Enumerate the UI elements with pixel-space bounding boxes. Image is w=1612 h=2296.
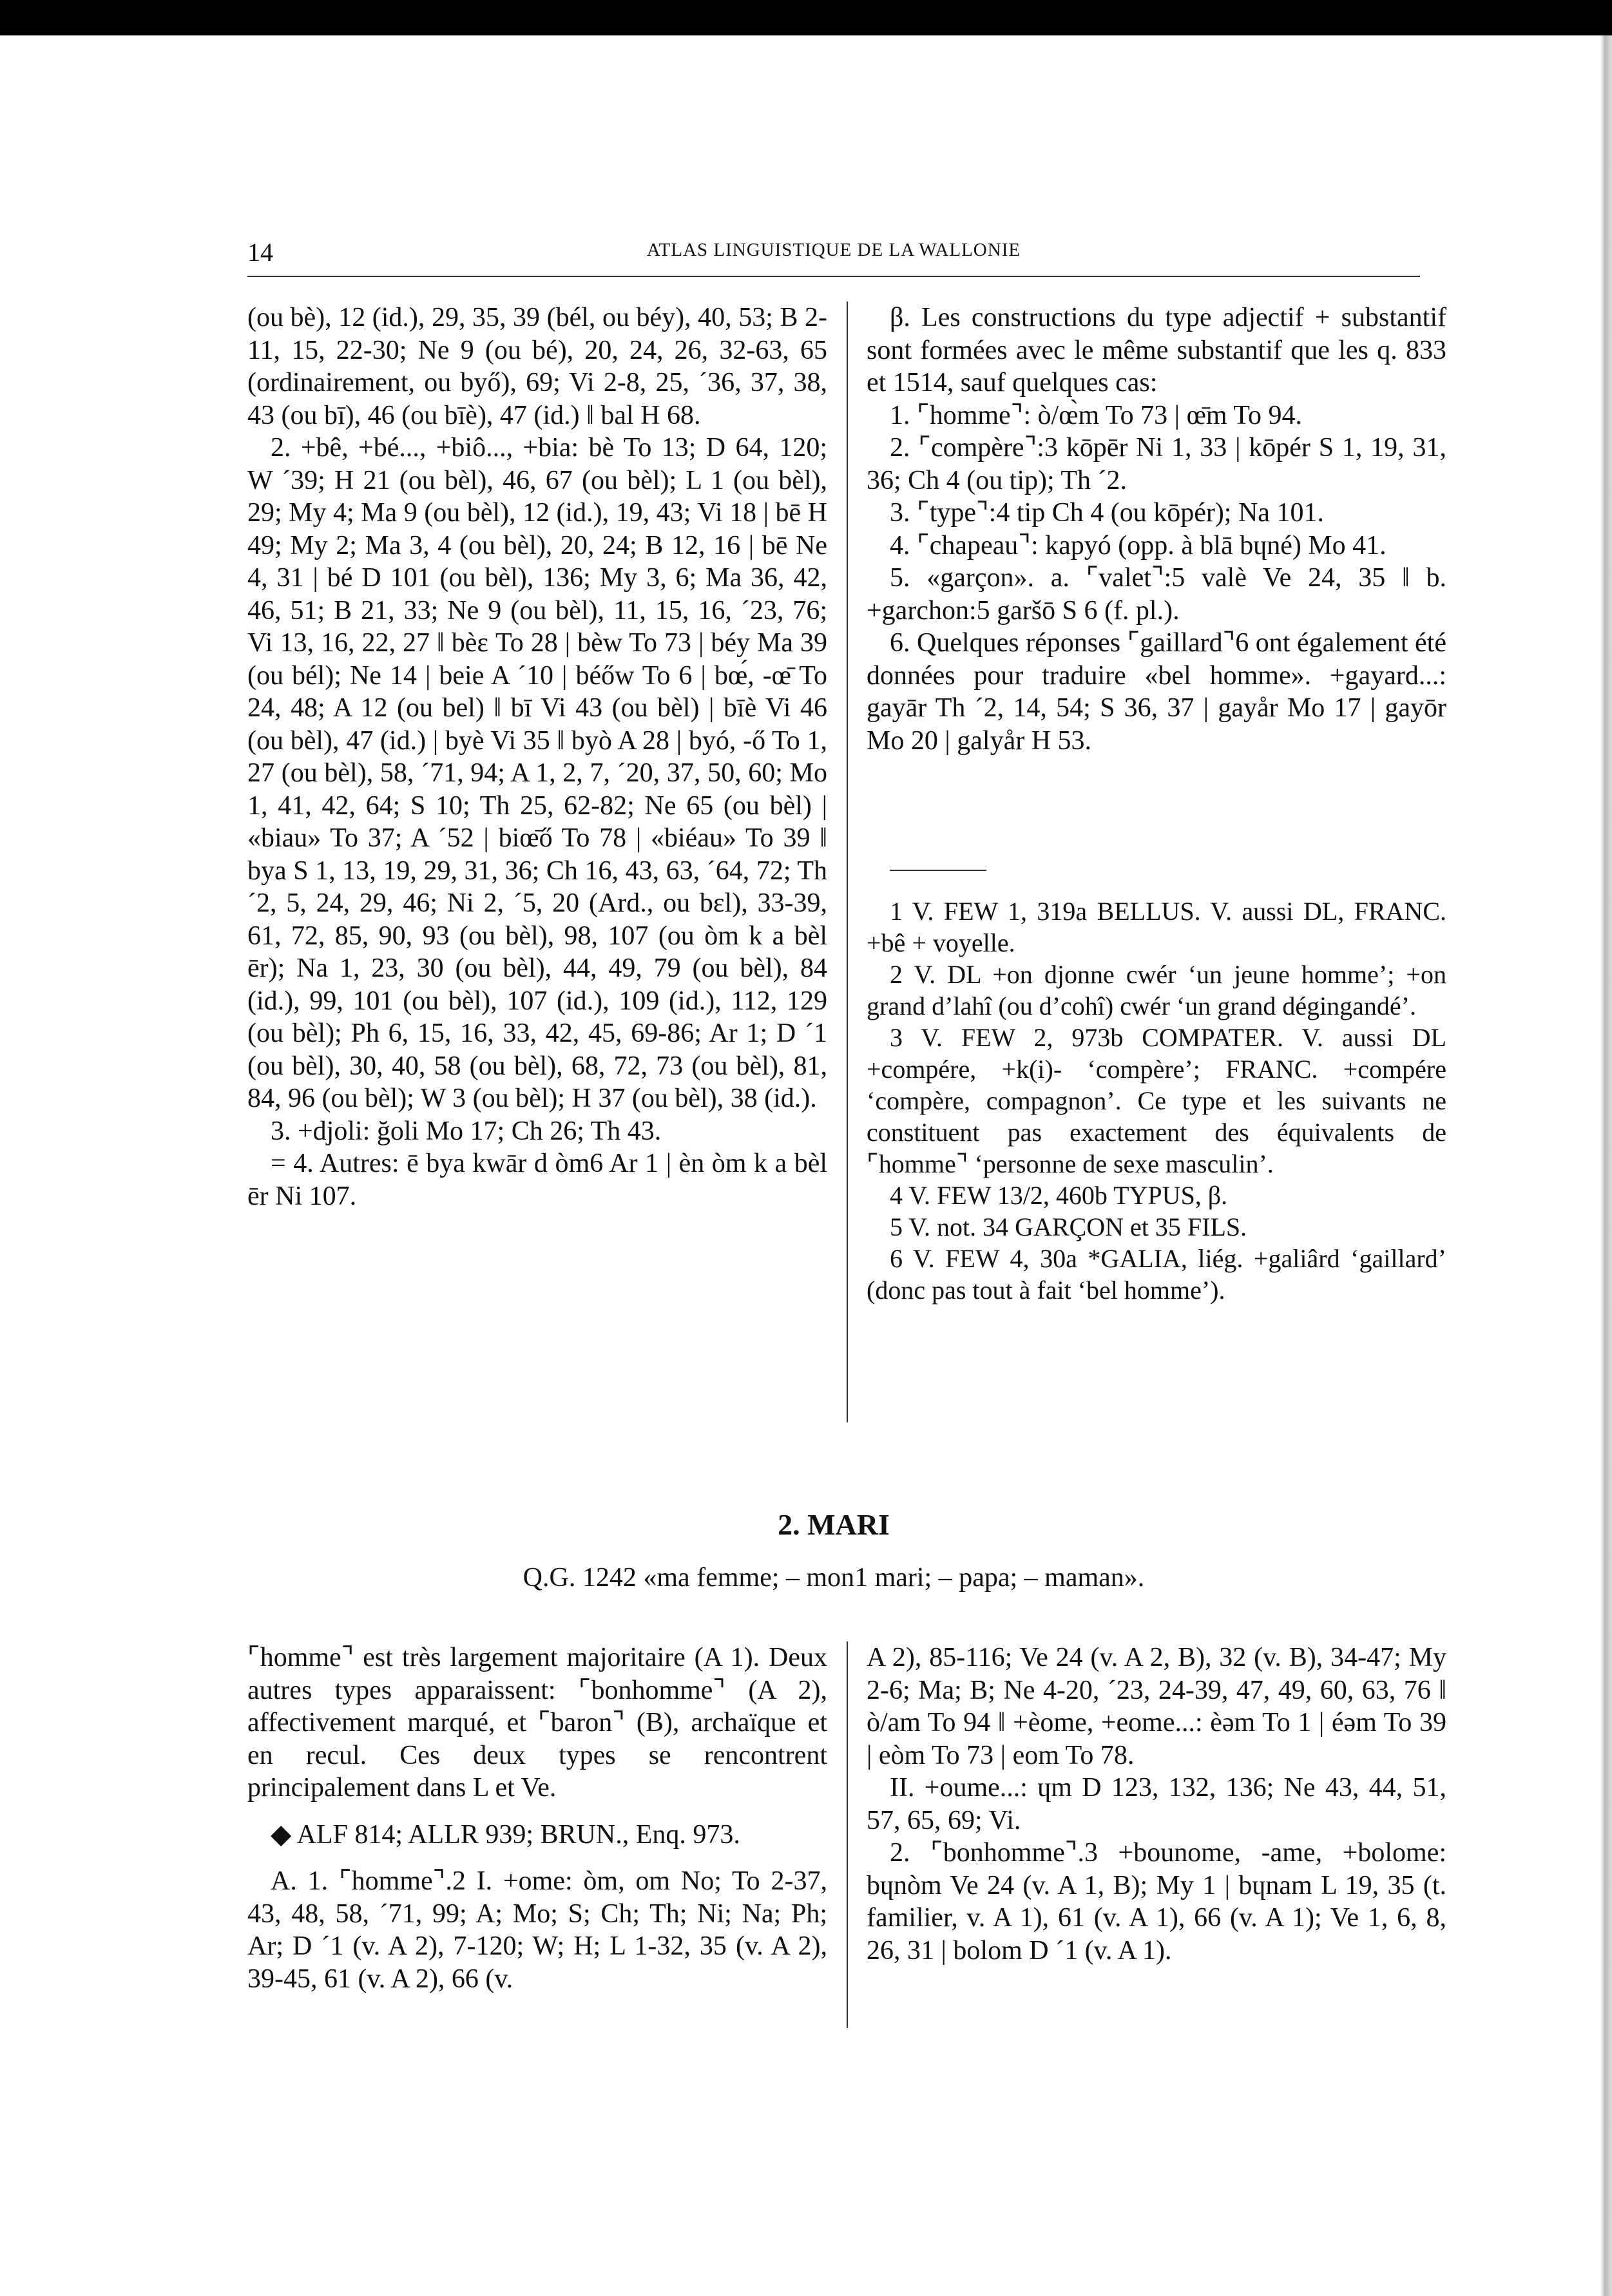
paragraph: II. +oume...: ɥm D 123, 132, 136; Ne 43, 44, 51, 57, 65, 69; Vi. — [867, 1773, 1446, 1835]
paragraph: A. 1. ⌜homme⌝.2 I. +ome: òm, om No; To 2-37, 43, 48, 58, ´71, 99; A; Mo; S; Ch; Th; Ni; Na; Ph; Ar; D ´1 (v. A 2), 7-120; W; H; L 1-32, 35 (v. A 2), 39-45, 61 (v. A 2), 66 (v. — [247, 1866, 827, 1994]
footnote: 2 V. DL +on djonne cwér ‘un jeune homme’; +on grand d’lahî (ou d’cohî) cwér ‘un grand dégingandé’. — [867, 960, 1446, 1020]
paragraph: 6. Quelques réponses ⌜gaillard⌝6 ont également été données pour traduire «bel homme». +gayard...: gayār Th ´2, 14, 54; S 36, 37 | gayår Mo 17 | gayōr Mo 20 | galyår H 53. — [867, 628, 1446, 756]
paragraph: 1. ⌜homme⌝: ò/œ̀m To 73 | œ̄m To 94. — [890, 400, 1303, 430]
footnote-rule — [890, 870, 986, 871]
column-left-bottom — [247, 1641, 827, 1995]
paragraph: 4. ⌜chapeau⌝: kapyó (opp. à blā bɥné) Mo 41. — [890, 530, 1387, 560]
section-title: 2. MARI — [778, 1508, 890, 1541]
scan-right-edge — [1600, 35, 1612, 2296]
footnote: 3 V. FEW 2, 973b COMPATER. V. aussi DL +compére, +k(i)- ‘compère’; FRANC. +compére ‘compère, compagnon’. Ce type et les suivants ne constituent pas exactement des équivalents de ⌜homme⌝ ‘personne de sexe masculin’. — [867, 1023, 1446, 1178]
paragraph: 3. +djoli: ğoli Mo 17; Ch 26; Th 43. — [271, 1116, 662, 1146]
paragraph: (ou bè), 12 (id.), 29, 35, 39 (bél, ou béy), 40, 53; B 2-11, 15, 22-30; Ne 9 (ou bé), 20, 24, 26, 32-63, 65 (ordinairement, ou byő), 69; Vi 2-8, 25, ´36, 37, 38, 43 (ou bī), 46 (ou bīè), 47 (id.) ‖ bal H 68. — [247, 303, 827, 430]
footnotes — [867, 895, 1446, 1306]
paragraph: ⌜homme⌝ est très largement majoritaire (A 1). Deux autres types apparaissent: ⌜bonhomme⌝ (A 2), affectivement marqué, et ⌜baron⌝ (B), archaïque et en recul. Ces deux types se rencontrent principalement dans L et Ve. — [247, 1643, 827, 1803]
section-subtitle: Q.G. 1242 «ma femme; – mon1 mari; – papa; – maman». — [523, 1563, 1145, 1593]
footnote: 4 V. FEW 13/2, 460b TYPUS, β. — [890, 1181, 1228, 1210]
paragraph: 5. «garçon». a. ⌜valet⌝:5 valè Ve 24, 35 ‖ b. +garchon:5 garšō S 6 (f. pl.). — [867, 563, 1446, 626]
paragraph: = 4. Autres: ē bya kwār d òm6 Ar 1 | èn òm k a bèl ēr Ni 107. — [247, 1149, 827, 1211]
footnote: 1 V. FEW 1, 319a BELLUS. V. aussi DL, FRANC. +bê + voyelle. — [867, 897, 1446, 957]
column-separator — [847, 301, 848, 1422]
running-head: ATLAS LINGUISTIQUE DE LA WALLONIE — [646, 240, 1021, 260]
paragraph: β. Les constructions du type adjectif + substantif sont formées avec le même substantif que les q. 833 et 1514, sauf quelques cas: — [867, 303, 1446, 397]
paragraph: ◆ ALF 814; ALLR 939; BRUN., Enq. 973. — [271, 1819, 740, 1850]
paragraph: 2. ⌜bonhomme⌝.3 +bounome, -ame, +bolome: bɥnòm Ve 24 (v. A 1, B); My 1 | bɥnam L 19, 35 (t. familier, v. A 1), 61 (v. A 1), 66 (v. A 1); Ve 1, 6, 8, 26, 31 | bolom D ´1 (v. A 1). — [867, 1838, 1446, 1966]
column-right-bottom — [867, 1641, 1446, 1967]
paragraph: 3. ⌜type⌝:4 tip Ch 4 (ou kōpér); Na 101. — [890, 498, 1324, 528]
page-header — [247, 237, 1420, 271]
column-left-top — [247, 301, 827, 1212]
page-number: 14 — [247, 238, 273, 267]
paragraph: 2. ⌜compère⌝:3 kōpēr Ni 1, 33 | kōpér S 1, 19, 31, 36; Ch 4 (ou tip); Th ´2. — [867, 433, 1446, 495]
paragraph: 2. +bê, +bé..., +biô..., +bia: bè To 13; D 64, 120; W ´39; H 21 (ou bèl), 46, 67 (ou bèl); L 1 (ou bèl), 29; My 4; Ma 9 (ou bèl), 12 (id.), 19, 43; Vi 18 | bē H 49; My 2; Ma 3, 4 (ou bèl), 20, 24; B 12, 16 | bē Ne 4, 31 | bé D 101 (ou bèl), 136; My 3, 6; Ma 36, 42, 46, 51; B 21, 33; Ne 9 (ou bèl), 11, 15, 16, ´23, 76; Vi 13, 16, 22, 27 ‖ bèε To 28 | bèw To 73 | béy Ma 39 (ou bél); Ne 14 | beie A ´10 | béőw To 6 | bœ́, -œ̄ To 24, 48; A 12 (ou bel) ‖ bī Vi 43 (ou bèl) | bīè Vi 46 (ou bèl), 47 (id.) | byè Vi 35 ‖ byò A 28 | byó, -ő To 1, 27 (ou bèl), 58, ´71, 94; A 1, 2, 7, ´20, 37, 50, 60; Mo 1, 41, 42, 64; S 10; Th 25, 62-82; Ne 65 (ou bèl) | «biau» To 37; A ´52 | biœ̄ő To 78 | «biéau» To 39 ‖ bya S 1, 13, 19, 29, 31, 36; Ch 16, 43, 63, ´64, 72; Th ´2, 5, 24, 29, 46; Ni 2, ´5, 20 (Ard., ou bεl), 33-39, 61, 72, 85, 90, 93 (ou bèl), 98, 107 (ou òm k a bèl ēr); Na 1, 23, 30 (ou bèl), 44, 49, 79 (ou bèl), 84 (id.), 99, 101 (ou bèl), 107 (id.), 109 (id.), 112, 129 (ou bèl); Ph 6, 15, 16, 33, 42, 45, 69-86; Ar 1; D ´1 (ou bèl), 30, 40, 58 (ou bèl), 68, 72, 73 (ou bèl), 81, 84, 96 (ou bèl); W 3 (ou bèl); H 37 (ou bèl), 38 (id.). — [247, 433, 827, 1113]
column-right-top — [867, 301, 1446, 757]
column-separator — [847, 1641, 848, 2028]
footnote: 6 V. FEW 4, 30a *GALIA, liég. +galiârd ‘gaillard’ (donc pas tout à fait ‘bel homme’). — [867, 1244, 1446, 1305]
paragraph: A 2), 85-116; Ve 24 (v. A 2, B), 32 (v. B), 34-47; My 2-6; Ma; B; Ne 4-20, ´23, 24-39, 47, 49, 60, 63, 76 ‖ ò/am To 94 ‖ +èome, +eome...: èəm To 1 | éəm To 39 | eòm To 73 | eom To 78. — [867, 1643, 1446, 1770]
scan-top-border — [0, 0, 1612, 35]
footnote: 5 V. not. 34 GARÇON et 35 FILS. — [890, 1212, 1247, 1241]
header-rule — [247, 276, 1420, 277]
